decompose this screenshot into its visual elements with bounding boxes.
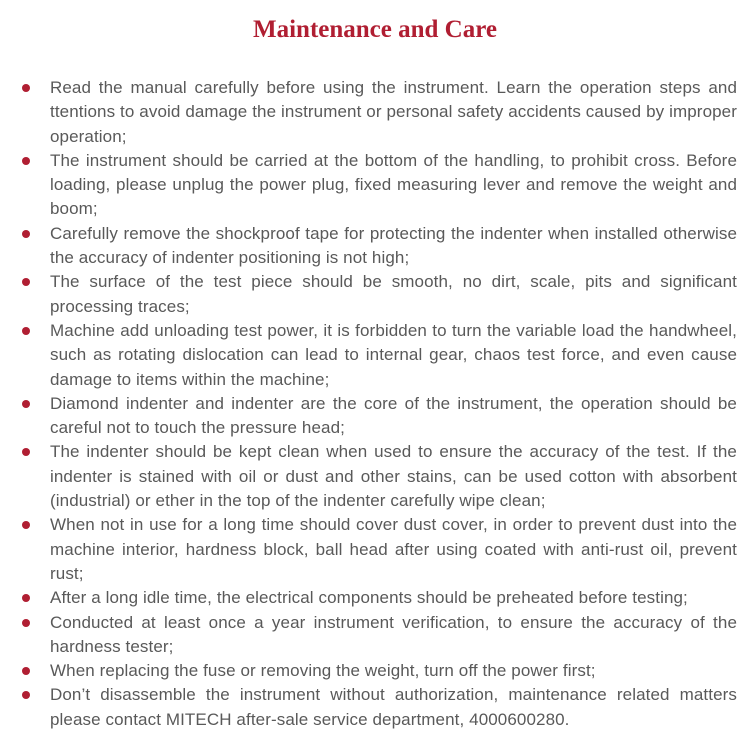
bullet-icon xyxy=(22,327,30,335)
list-item xyxy=(0,270,737,319)
list-item xyxy=(0,149,737,222)
bullet-icon xyxy=(22,691,30,699)
bullet-icon xyxy=(22,619,30,627)
list-item-text: Conducted at least once a year instrument verification, to ensure the accuracy of the hardness tester; xyxy=(50,612,737,656)
bullet-icon xyxy=(22,400,30,408)
list-item-text: The surface of the test piece should be smooth, no dirt, scale, pits and significant processing traces; xyxy=(50,272,737,316)
list-item xyxy=(0,440,737,513)
bullet-icon xyxy=(22,448,30,456)
list-item-text: Carefully remove the shockproof tape for protecting the indenter when installed otherwise the accuracy of indenter positioning is not high; xyxy=(50,223,737,268)
list-item-text: When not in use for a long time should cover dust cover, in order to prevent dust into the machine interior, hardness block, ball head after using coated with anti-rust oil, prevent rust; xyxy=(50,515,737,583)
bullet-icon xyxy=(22,230,30,238)
list-item-text: The indenter should be kept clean when used to ensure the accuracy of the test. If the indenter is stained with oil or dust and other stains, can be used cotton with absorbent (industrial) or ether in the top of the indenter carefully wipe clean; xyxy=(50,442,737,511)
list-item xyxy=(0,319,737,392)
list-item-text: Read the manual carefully before using the instrument. Learn the operation steps and ttentions to avoid damage the instrument or personal safety accidents caused by improper operation; xyxy=(50,78,737,146)
list-item xyxy=(0,683,737,732)
list-item-text: After a long idle time, the electrical components should be preheated before testing; xyxy=(50,588,688,608)
maintenance-list xyxy=(0,76,750,732)
page-title: Maintenance and Care xyxy=(253,16,497,43)
list-item xyxy=(0,513,737,586)
bullet-icon xyxy=(22,84,30,92)
list-item xyxy=(0,392,737,441)
bullet-icon xyxy=(22,521,30,529)
list-item xyxy=(0,76,737,149)
list-item xyxy=(0,586,737,610)
bullet-icon xyxy=(22,157,30,165)
bullet-icon xyxy=(22,594,30,602)
list-item-text: When replacing the fuse or removing the weight, turn off the power first; xyxy=(50,661,596,681)
list-item xyxy=(0,611,737,660)
list-item-text: The instrument should be carried at the bottom of the handling, to prohibit cross. Before loading, please unplug the power plug, fixed measuring lever and remove the weight and boom; xyxy=(50,150,737,219)
list-item xyxy=(0,659,737,683)
list-item xyxy=(0,222,737,271)
bullet-icon xyxy=(22,278,30,286)
list-item-text: Don’t disassemble the instrument without authorization, maintenance related matters please contact MITECH after-sale service department, 4000600280. xyxy=(50,685,737,729)
list-item-text: Machine add unloading test power, it is forbidden to turn the variable load the handwheel, such as rotating dislocation can lead to internal gear, chaos test force, and even cause damage to items within the machine; xyxy=(50,320,737,389)
list-item-text: Diamond indenter and indenter are the core of the instrument, the operation should be careful not to touch the pressure head; xyxy=(50,393,737,438)
